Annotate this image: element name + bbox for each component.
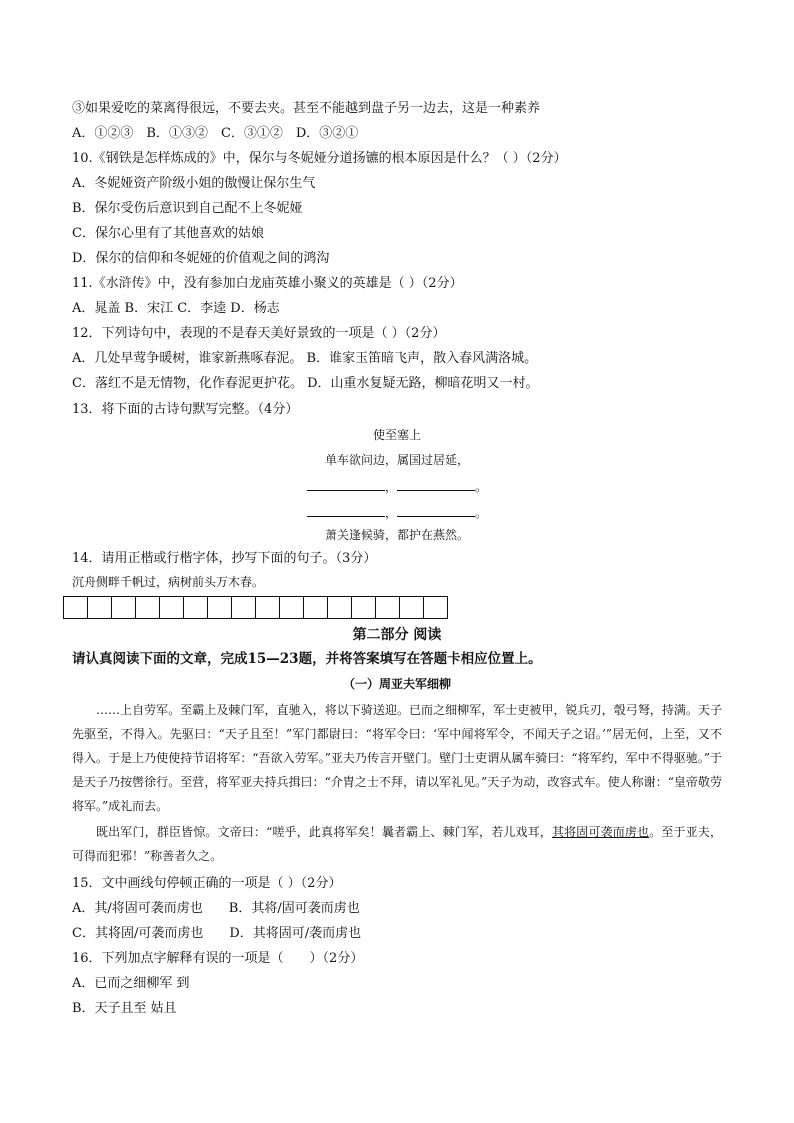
q14-sentence: 沉舟侧畔千帆过，病树前头万木春。 — [72, 575, 265, 589]
q10-option-b: B．保尔受伤后意识到自己配不上冬妮娅 — [72, 201, 303, 216]
part2-instruction: 请认真阅读下面的文章，完成15—23题，并将答案填写在答题卡相应位置上。 — [72, 651, 542, 667]
grid-cell[interactable] — [351, 596, 376, 619]
passage-paragraph-2: 既出军门，群臣皆惊。文帝曰：“嗟乎，此真将军矣！曩者霸上、棘门军，若儿戏耳，其将固可袭而虏也。至于亚夫，可得而犯邪！”称善者久之。 — [72, 825, 722, 863]
q11-options: A．晁盖 B．宋江 C．李逵 D．杨志 — [72, 301, 280, 316]
passage-paragraph-1: ……上自劳军。至霸上及棘门军，直驰入，将以下骑送迎。已而之细柳军，军士吏被甲，锐兵刃，彀弓弩，持满。天子先驱至，不得入。先驱曰：“天子且至！”军门都尉曰：“将军令曰：‘军中闻将军令，不闻天子之诏。’”居无何，上至，又不得入。于是上乃使使持节诏将军：“吾欲入劳军。”亚夫乃传言开壁门。壁门士吏谓从属车骑曰：“将军约，军中不得驱驰。”于是天子乃按辔徐行。至营，将军亚夫持兵揖曰：“介胄之士不拜，请以军礼见。”天子为动，改容式车。使人称谢：“皇帝敬劳将军。”成礼而去。 — [72, 703, 722, 813]
blank-3[interactable] — [307, 505, 385, 517]
poem-title: 使至塞上 — [372, 428, 421, 442]
q15-options-ab: A．其/将固可袭而虏也 B．其将/固可袭而虏也 — [72, 901, 360, 916]
blank-4[interactable] — [397, 505, 475, 517]
grid-cell[interactable] — [423, 596, 448, 619]
grid-cell[interactable] — [111, 596, 136, 619]
grid-cell[interactable] — [255, 596, 280, 619]
poem-line-1: 单车欲问边，属国过居延， — [324, 453, 469, 467]
blank-2[interactable] — [397, 479, 475, 491]
q10-stem: 10.《钢铁是怎样炼成的》中，保尔与冬妮娅分道扬镳的根本原因是什么？（ ）（2分） — [72, 151, 567, 166]
q11-stem: 11.《水浒传》中，没有参加白龙庙英雄小聚义的英雄是（ ）（2分） — [72, 276, 463, 291]
grid-cell[interactable] — [183, 596, 208, 619]
blank-1[interactable] — [307, 479, 385, 491]
q13-stem: 13．将下面的古诗句默写完整。（4分） — [72, 402, 299, 417]
part2-title: 第二部分 阅读 — [352, 627, 442, 643]
grid-cell[interactable] — [399, 596, 424, 619]
q15-options-cd: C．其将固/可袭而虏也 D．其将固可/袭而虏也 — [72, 926, 362, 941]
q16-option-b: B．天子且至 姑且 — [72, 1001, 177, 1016]
underlined-sentence: 其将固可袭而虏也 — [551, 825, 650, 839]
q15-stem: 15．文中画线句停顿正确的一项是（ ）（2分） — [72, 876, 342, 891]
grid-cell[interactable] — [135, 596, 160, 619]
passage-title: （一）周亚夫军细柳 — [342, 677, 451, 691]
q10-option-d: D．保尔的信仰和冬妮娅的价值观之间的鸿沟 — [72, 251, 330, 266]
q12-options-ab: A．几处早莺争暖树，谁家新燕啄春泥。 B．谁家玉笛暗飞声，散入春风满洛城。 — [72, 351, 538, 366]
grid-cell[interactable] — [63, 596, 88, 619]
grid-cell[interactable] — [303, 596, 328, 619]
poem-blank-line-2: ， 。 — [0, 505, 794, 521]
q10-option-c: C．保尔心里有了其他喜欢的姑娘 — [72, 226, 264, 241]
q14-stem: 14．请用正楷或行楷字体，抄写下面的句子。（3分） — [72, 551, 377, 566]
poem-blank-line-1: ， 。 — [0, 479, 794, 495]
q9-options: A．①②③ B．①③② C．③①② D．③②① — [72, 126, 359, 141]
q12-stem: 12．下列诗句中，表现的不是春天美好景致的一项是（ ）（2分） — [72, 326, 446, 341]
grid-cell[interactable] — [207, 596, 232, 619]
q16-option-a: A．已而之细柳军 到 — [72, 976, 190, 991]
q9-item3: ③如果爱吃的菜离得很远，不要去夹。甚至不能越到盘子另一边去，这是一种素养 — [72, 101, 541, 116]
q16-stem: 16．下列加点字解释有误的一项是（ ）（2分） — [72, 951, 364, 966]
copy-grid — [64, 596, 448, 619]
grid-cell[interactable] — [231, 596, 256, 619]
grid-cell[interactable] — [159, 596, 184, 619]
poem-last-line: 萧关逢候骑，都护在燕然。 — [324, 528, 469, 542]
q10-option-a: A．冬妮娅资产阶级小姐的傲慢让保尔生气 — [72, 176, 316, 191]
grid-cell[interactable] — [279, 596, 304, 619]
grid-cell[interactable] — [327, 596, 352, 619]
grid-cell[interactable] — [87, 596, 112, 619]
grid-cell[interactable] — [375, 596, 400, 619]
q12-options-cd: C．落红不是无情物，化作春泥更护花。 D．山重水复疑无路，柳暗花明又一村。 — [72, 376, 539, 391]
